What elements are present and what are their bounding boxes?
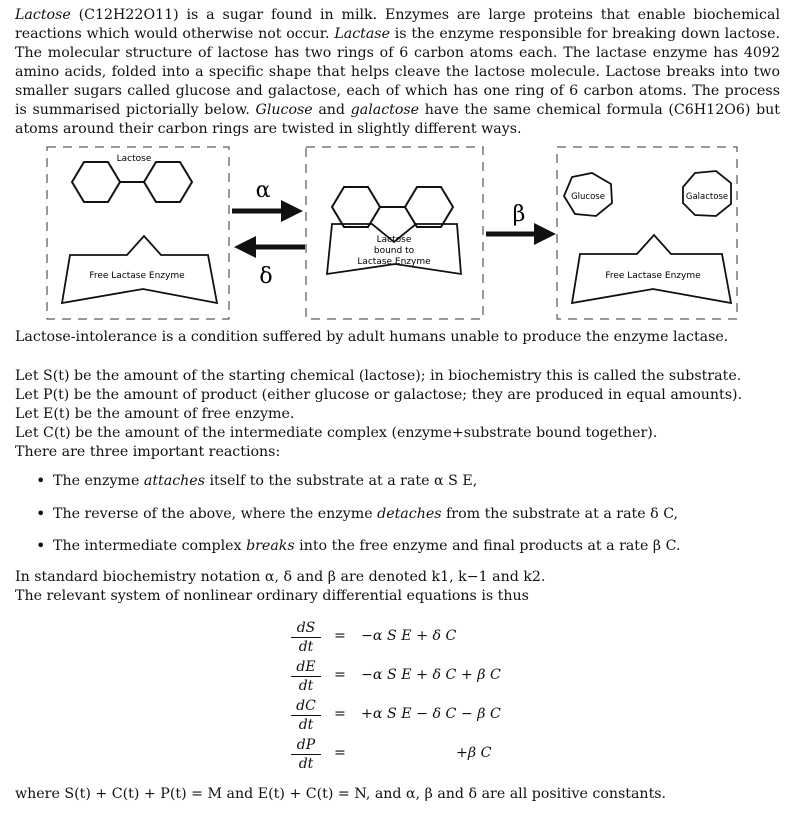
notation-line: In standard biochemistry notation α, δ and β are denoted k1, k−1 and k2.	[15, 569, 546, 585]
equation-equals: =	[334, 706, 346, 722]
intro-text-2: is the enzyme responsible for breaking down lactose. The molecular structure of lactose has two rings of 6 carbon atoms each. The lactase enzyme has 4092 amino acids, folded into a specific shape that helps cleave the lactose molecule. Lactose breaks into two smaller sugars called glucose and galactose, each of which has one ring of 6 carbon atoms. The process is summarised pictorially below.	[15, 26, 780, 118]
glucose-formula: (C6H12O6)	[668, 102, 751, 118]
alpha-label: α	[255, 178, 271, 203]
lactose-formula: (C12H22O11)	[78, 7, 179, 23]
equation-equals: =	[334, 745, 346, 761]
bound-ring-right-icon	[405, 187, 453, 227]
bound-label-line1: Lactose	[376, 235, 412, 245]
box-lactose-and-enzyme	[47, 147, 229, 319]
equation-equals: =	[334, 667, 346, 683]
equation-equals: =	[334, 628, 346, 644]
lactase-term: Lactase	[334, 26, 390, 42]
definition-e: Let E(t) be the amount of free enzyme.	[15, 406, 295, 422]
reactions-intro: There are three important reactions:	[15, 444, 281, 460]
free-enzyme-label-1: Free Lactase Enzyme	[89, 271, 185, 281]
intro-text-1: is a sugar found in milk. Enzymes are large proteins that enable biochemical reactions which would otherwise not occur.	[15, 7, 780, 42]
derivative-dc: dC dt	[291, 697, 321, 734]
lactose-term: Lactose	[15, 7, 71, 23]
intro-paragraph	[15, 6, 780, 139]
free-enzyme-shape-1	[62, 236, 217, 303]
galactose-label: Galactose	[685, 192, 729, 202]
equation-rhs-c: +α S E − δ C − β C	[361, 706, 501, 722]
galactose-term: galactose	[350, 102, 420, 118]
equation-rhs-e: −α S E + δ C + β C	[361, 667, 501, 683]
intro-text-3: and	[312, 102, 351, 118]
glucose-label: Glucose	[571, 192, 605, 202]
glucose-term: Glucose	[255, 102, 313, 118]
reaction-diagram	[0, 143, 795, 325]
beta-arrow-head-icon	[534, 223, 556, 245]
derivative-de: dE dt	[291, 658, 321, 695]
bullet-icon: •	[36, 536, 46, 555]
equation-rhs-p: +β C	[456, 745, 492, 761]
lactose-ring-right-icon	[144, 162, 192, 202]
beta-label: β	[512, 202, 526, 227]
lactose-label: Lactose	[116, 154, 152, 164]
equation-rhs-s: −α S E + δ C	[361, 628, 457, 644]
bound-label-line2: bound to	[373, 246, 415, 256]
bullet-icon: •	[36, 471, 46, 490]
intro-text-4: have the same chemical formula	[419, 102, 669, 118]
derivative-ds: dS dt	[291, 619, 321, 656]
bound-label-line3: Lactase Enzyme	[357, 257, 431, 267]
definition-p: Let P(t) be the amount of product (either glucose or galactose; they are produced in equal amounts).	[15, 387, 743, 403]
delta-arrow-head-icon	[234, 236, 256, 258]
derivative-dp: dP dt	[291, 736, 321, 773]
system-line: The relevant system of nonlinear ordinary differential equations is thus	[15, 588, 529, 604]
delta-label: δ	[259, 264, 273, 289]
box-products	[557, 147, 737, 319]
free-enzyme-shape-2	[572, 235, 731, 303]
definition-s: Let S(t) be the amount of the starting chemical (lactose); in biochemistry this is called the substrate.	[15, 368, 742, 384]
lactose-ring-left-icon	[72, 162, 120, 202]
free-enzyme-label-2: Free Lactase Enzyme	[605, 271, 701, 281]
definition-c: Let C(t) be the amount of the intermediate complex (enzyme+substrate bound together).	[15, 425, 658, 441]
closing-line: where S(t) + C(t) + P(t) = M and E(t) + C(t) = N, and α, β and δ are all positive constants.	[15, 786, 667, 802]
bound-ring-left-icon	[332, 187, 380, 227]
alpha-arrow-head-icon	[281, 200, 303, 222]
intro-text-5: but atoms around their carbon rings are twisted in slightly different ways.	[15, 102, 780, 137]
box-bound-complex	[306, 147, 483, 319]
intolerance-sentence: Lactose-intolerance is a condition suffered by adult humans unable to produce the enzyme lactase.	[15, 329, 729, 345]
bullet-icon: •	[36, 504, 46, 523]
